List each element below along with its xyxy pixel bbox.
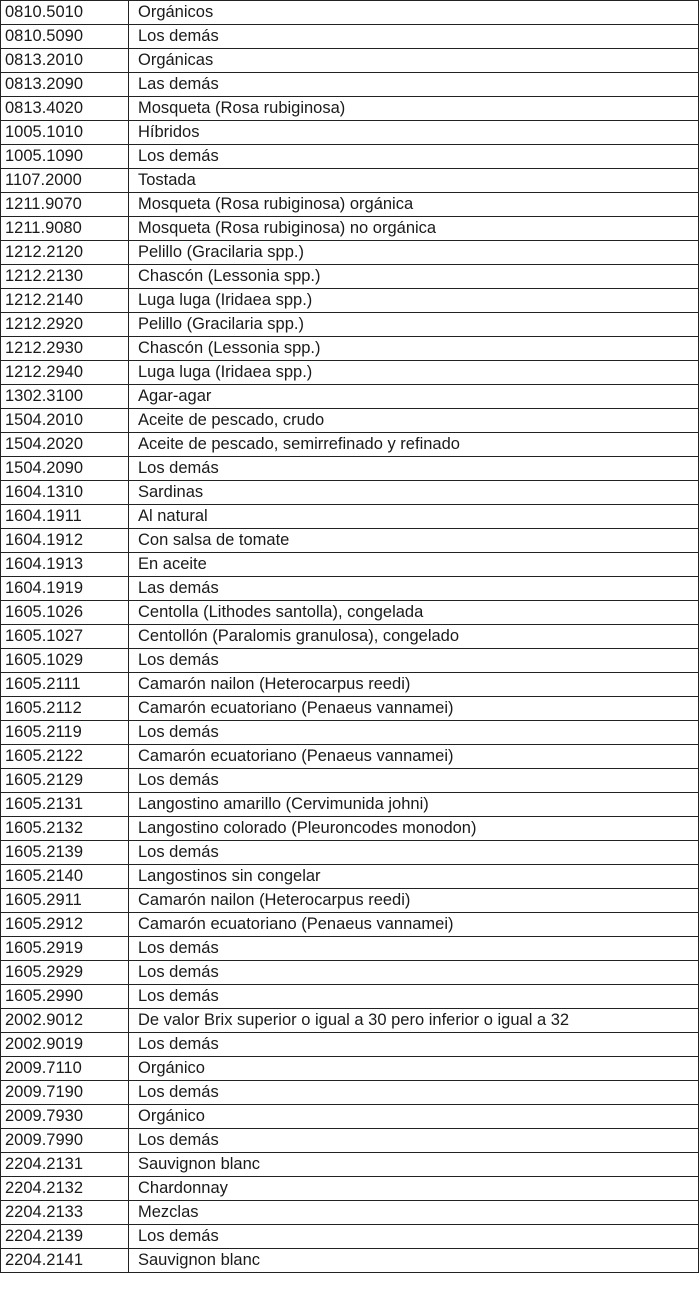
table-row [1, 241, 699, 265]
description-cell: Los demás [129, 1225, 699, 1249]
description-cell: Las demás [129, 73, 699, 97]
table-row [1, 985, 699, 1009]
description-cell: En aceite [129, 553, 699, 577]
table-row [1, 817, 699, 841]
table-row [1, 601, 699, 625]
description-cell: Los demás [129, 649, 699, 673]
table-row [1, 577, 699, 601]
tariff-code-cell: 1605.2139 [1, 841, 129, 865]
description-cell: Mosqueta (Rosa rubiginosa) no orgánica [129, 217, 699, 241]
description-cell: Tostada [129, 169, 699, 193]
tariff-code-cell: 1212.2930 [1, 337, 129, 361]
table-row [1, 529, 699, 553]
description-cell: Los demás [129, 25, 699, 49]
table-row [1, 313, 699, 337]
description-cell: Mezclas [129, 1201, 699, 1225]
tariff-code-cell: 2002.9019 [1, 1033, 129, 1057]
tariff-code-cell: 2204.2141 [1, 1249, 129, 1273]
tariff-code-cell: 1605.2131 [1, 793, 129, 817]
table-row [1, 793, 699, 817]
table-row [1, 649, 699, 673]
description-cell: Camarón ecuatoriano (Penaeus vannamei) [129, 745, 699, 769]
description-cell: Los demás [129, 1033, 699, 1057]
table-row [1, 1, 699, 25]
table-row [1, 145, 699, 169]
tariff-code-cell: 1212.2940 [1, 361, 129, 385]
description-cell: Langostinos sin congelar [129, 865, 699, 889]
description-cell: Chascón (Lessonia spp.) [129, 265, 699, 289]
tariff-code-cell: 2009.7110 [1, 1057, 129, 1081]
description-cell: Sardinas [129, 481, 699, 505]
description-cell: Mosqueta (Rosa rubiginosa) [129, 97, 699, 121]
table-row [1, 769, 699, 793]
tariff-code-cell: 1604.1913 [1, 553, 129, 577]
tariff-code-cell: 2204.2131 [1, 1153, 129, 1177]
table-row [1, 697, 699, 721]
tariff-code-cell: 1107.2000 [1, 169, 129, 193]
tariff-code-cell: 1211.9070 [1, 193, 129, 217]
table-row [1, 721, 699, 745]
description-cell: Las demás [129, 577, 699, 601]
tariff-code-cell: 0813.4020 [1, 97, 129, 121]
table-row [1, 25, 699, 49]
table-row [1, 1033, 699, 1057]
table-row [1, 289, 699, 313]
description-cell: Híbridos [129, 121, 699, 145]
tariff-code-cell: 1604.1911 [1, 505, 129, 529]
table-row [1, 1249, 699, 1273]
description-cell: Centollón (Paralomis granulosa), congelado [129, 625, 699, 649]
table-row [1, 625, 699, 649]
description-cell: Sauvignon blanc [129, 1249, 699, 1273]
tariff-code-cell: 1605.2911 [1, 889, 129, 913]
tariff-code-cell: 1605.2111 [1, 673, 129, 697]
description-cell: Sauvignon blanc [129, 1153, 699, 1177]
table-row [1, 193, 699, 217]
table-row [1, 1105, 699, 1129]
table-row [1, 385, 699, 409]
table-row [1, 865, 699, 889]
table-row [1, 1057, 699, 1081]
table-row [1, 121, 699, 145]
tariff-code-cell: 1212.2130 [1, 265, 129, 289]
tariff-code-cell: 1005.1090 [1, 145, 129, 169]
tariff-code-cell: 1212.2920 [1, 313, 129, 337]
tariff-code-cell: 1605.2929 [1, 961, 129, 985]
description-cell: Los demás [129, 961, 699, 985]
tariff-code-cell: 1605.2129 [1, 769, 129, 793]
description-cell: Camarón ecuatoriano (Penaeus vannamei) [129, 697, 699, 721]
table-row [1, 1129, 699, 1153]
table-row [1, 217, 699, 241]
table-row [1, 169, 699, 193]
tariff-code-cell: 1504.2090 [1, 457, 129, 481]
description-cell: Los demás [129, 985, 699, 1009]
tariff-code-cell: 1504.2010 [1, 409, 129, 433]
description-cell: Con salsa de tomate [129, 529, 699, 553]
table-row [1, 1177, 699, 1201]
tariff-code-cell: 2204.2132 [1, 1177, 129, 1201]
description-cell: Pelillo (Gracilaria spp.) [129, 313, 699, 337]
table-row [1, 505, 699, 529]
tariff-code-cell: 1605.1029 [1, 649, 129, 673]
table-row [1, 361, 699, 385]
tariff-code-cell: 1005.1010 [1, 121, 129, 145]
description-cell: Camarón ecuatoriano (Penaeus vannamei) [129, 913, 699, 937]
tariff-code-cell: 1605.1026 [1, 601, 129, 625]
description-cell: Los demás [129, 1129, 699, 1153]
table-row [1, 265, 699, 289]
description-cell: Al natural [129, 505, 699, 529]
table-row [1, 1009, 699, 1033]
description-cell: Aceite de pescado, semirrefinado y refinado [129, 433, 699, 457]
tariff-code-cell: 2009.7190 [1, 1081, 129, 1105]
tariff-code-cell: 1605.2990 [1, 985, 129, 1009]
table-row [1, 673, 699, 697]
table-row [1, 1153, 699, 1177]
description-cell: Los demás [129, 937, 699, 961]
table-row [1, 745, 699, 769]
tariff-code-cell: 1605.2140 [1, 865, 129, 889]
tariff-table-body [1, 1, 699, 1273]
table-row [1, 553, 699, 577]
description-cell: Chascón (Lessonia spp.) [129, 337, 699, 361]
description-cell: Los demás [129, 457, 699, 481]
table-row [1, 73, 699, 97]
table-row [1, 481, 699, 505]
tariff-code-cell: 1605.2912 [1, 913, 129, 937]
table-row [1, 913, 699, 937]
tariff-code-cell: 1605.2122 [1, 745, 129, 769]
tariff-code-cell: 1211.9080 [1, 217, 129, 241]
description-cell: Los demás [129, 769, 699, 793]
tariff-code-cell: 1605.2132 [1, 817, 129, 841]
tariff-code-cell: 2009.7990 [1, 1129, 129, 1153]
tariff-code-cell: 2204.2139 [1, 1225, 129, 1249]
description-cell: Orgánico [129, 1105, 699, 1129]
table-row [1, 961, 699, 985]
description-cell: Orgánicos [129, 1, 699, 25]
table-row [1, 337, 699, 361]
description-cell: Mosqueta (Rosa rubiginosa) orgánica [129, 193, 699, 217]
table-row [1, 1081, 699, 1105]
tariff-code-cell: 0813.2090 [1, 73, 129, 97]
description-cell: De valor Brix superior o igual a 30 pero inferior o igual a 32 [129, 1009, 699, 1033]
tariff-code-cell: 0810.5010 [1, 1, 129, 25]
tariff-code-cell: 2204.2133 [1, 1201, 129, 1225]
table-row [1, 49, 699, 73]
description-cell: Los demás [129, 145, 699, 169]
table-row [1, 457, 699, 481]
table-row [1, 937, 699, 961]
tariff-code-cell: 0810.5090 [1, 25, 129, 49]
tariff-code-cell: 1302.3100 [1, 385, 129, 409]
table-row [1, 889, 699, 913]
table-row [1, 409, 699, 433]
description-cell: Luga luga (Iridaea spp.) [129, 289, 699, 313]
table-row [1, 1201, 699, 1225]
description-cell: Los demás [129, 1081, 699, 1105]
tariff-code-cell: 1604.1919 [1, 577, 129, 601]
tariff-code-cell: 1604.1912 [1, 529, 129, 553]
description-cell: Centolla (Lithodes santolla), congelada [129, 601, 699, 625]
tariff-code-cell: 1605.1027 [1, 625, 129, 649]
tariff-code-cell: 1605.2919 [1, 937, 129, 961]
description-cell: Langostino amarillo (Cervimunida johni) [129, 793, 699, 817]
description-cell: Los demás [129, 721, 699, 745]
description-cell: Pelillo (Gracilaria spp.) [129, 241, 699, 265]
tariff-code-cell: 0813.2010 [1, 49, 129, 73]
description-cell: Los demás [129, 841, 699, 865]
tariff-code-cell: 1212.2140 [1, 289, 129, 313]
description-cell: Camarón nailon (Heterocarpus reedi) [129, 673, 699, 697]
table-row [1, 1225, 699, 1249]
description-cell: Langostino colorado (Pleuroncodes monodon) [129, 817, 699, 841]
description-cell: Luga luga (Iridaea spp.) [129, 361, 699, 385]
description-cell: Orgánico [129, 1057, 699, 1081]
tariff-code-cell: 1212.2120 [1, 241, 129, 265]
tariff-code-cell: 1605.2112 [1, 697, 129, 721]
table-row [1, 433, 699, 457]
tariff-code-cell: 1605.2119 [1, 721, 129, 745]
table-row [1, 841, 699, 865]
tariff-code-cell: 2009.7930 [1, 1105, 129, 1129]
description-cell: Agar-agar [129, 385, 699, 409]
description-cell: Orgánicas [129, 49, 699, 73]
description-cell: Camarón nailon (Heterocarpus reedi) [129, 889, 699, 913]
tariff-code-cell: 2002.9012 [1, 1009, 129, 1033]
description-cell: Chardonnay [129, 1177, 699, 1201]
description-cell: Aceite de pescado, crudo [129, 409, 699, 433]
table-row [1, 97, 699, 121]
tariff-code-cell: 1504.2020 [1, 433, 129, 457]
tariff-code-cell: 1604.1310 [1, 481, 129, 505]
